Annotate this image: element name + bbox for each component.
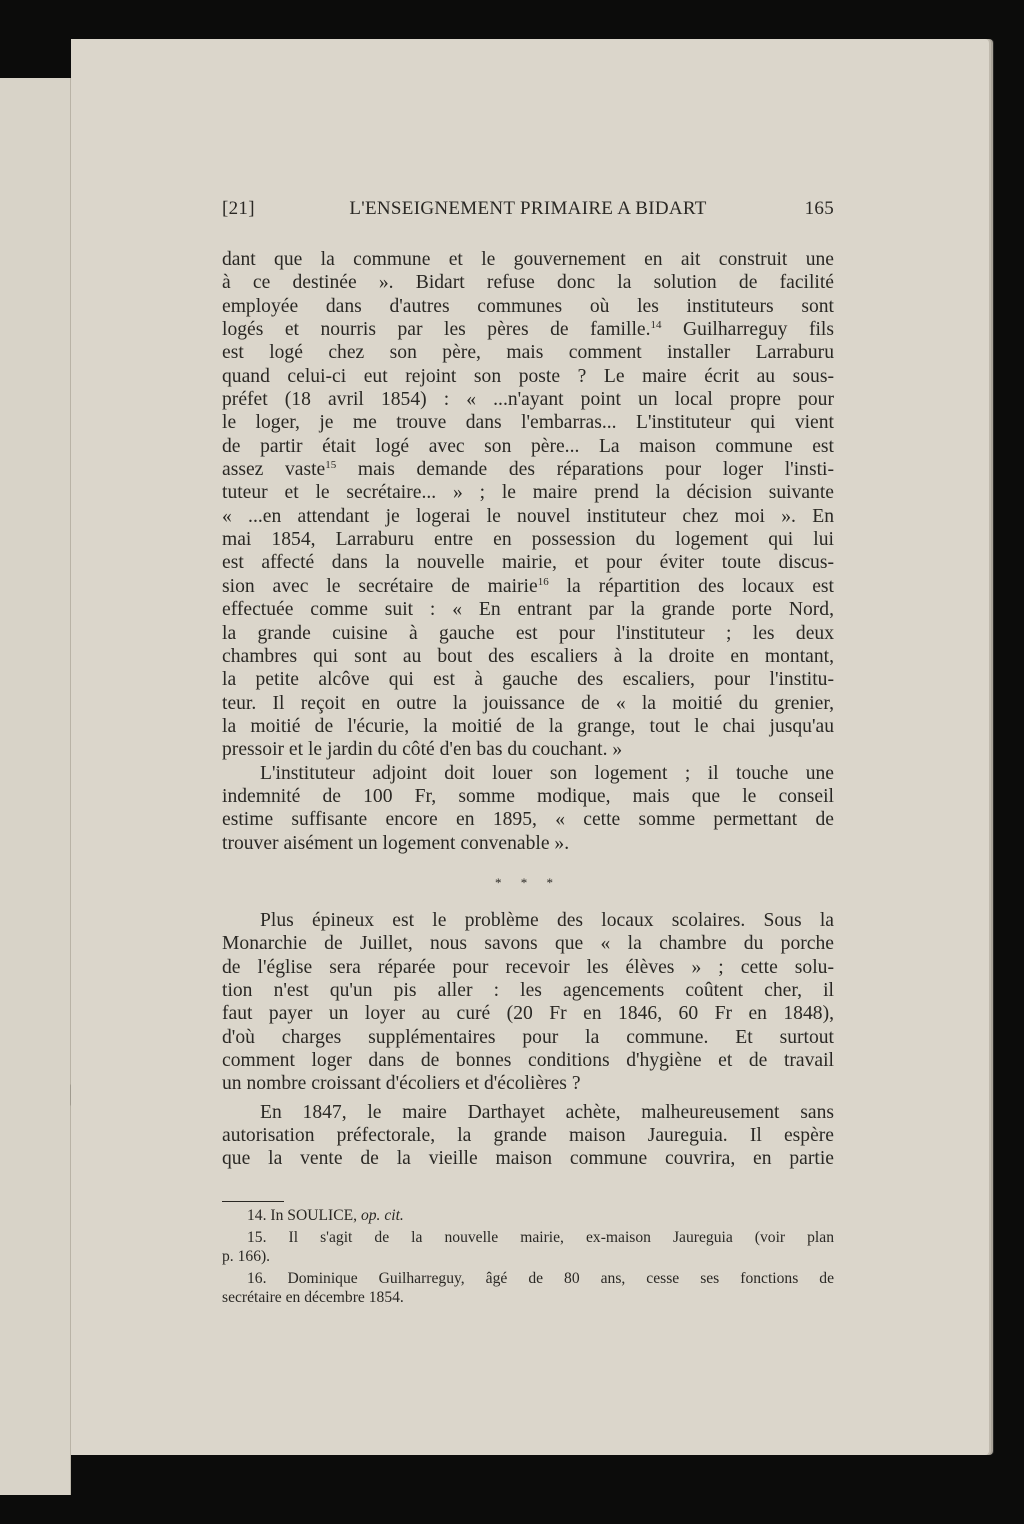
text-line: pressoir et le jardin du côté d'en bas du couchant. » <box>222 739 623 761</box>
text-segment: la répartition des locaux est <box>566 575 834 597</box>
paragraph-2 <box>222 762 834 855</box>
footnotes <box>222 1206 834 1307</box>
text-line: autorisation préfectorale, la grande maison Jaureguia. Il espère <box>222 1125 834 1147</box>
chapter-number: [21] <box>222 198 255 219</box>
text-segment: logés et nourris par les pères de famille. <box>222 319 651 341</box>
footnote-number: 15. <box>247 1229 267 1247</box>
text-segment: sion avec le secrétaire de mairie <box>222 575 538 597</box>
footnote-text: In SOULICE, <box>270 1207 358 1225</box>
footnote-ref-16[interactable]: 16 <box>537 575 549 588</box>
text-segment: Guilharreguy fils <box>683 319 834 341</box>
paragraph-1 <box>222 248 834 762</box>
footnote-15 <box>222 1228 834 1266</box>
paragraph-4 <box>222 1101 834 1171</box>
text-line: de l'église sera réparée pour recevoir les élèves » ; cette solu- <box>222 956 834 978</box>
text-line: indemnité de 100 Fr, somme modique, mais que le conseil <box>222 785 834 807</box>
text-line: En 1847, le maire Darthayet achète, malheureusement sans <box>260 1101 834 1123</box>
text-line <box>222 575 834 598</box>
footnote-ref-14[interactable]: 14 <box>650 319 662 332</box>
text-line: teur. Il reçoit en outre la jouissance de « la moitié du grenier, <box>222 692 834 714</box>
text-line: tion n'est qu'un pis aller : les agencements coûtent cher, il <box>222 979 834 1001</box>
paragraph-3 <box>222 909 834 1096</box>
footnote-16 <box>222 1269 834 1307</box>
text-line <box>222 318 834 341</box>
footnote-italic: op. cit. <box>360 1207 404 1225</box>
page-number: 165 <box>804 198 834 219</box>
text-line <box>222 1228 834 1247</box>
text-line: employée dans d'autres communes où les instituteurs sont <box>222 295 834 317</box>
text-line: un nombre croissant d'écoliers et d'écolières ? <box>222 1073 581 1095</box>
text-line: Monarchie de Juillet, nous savons que « la chambre du porche <box>222 933 834 955</box>
text-line: chambres qui sont au bout des escaliers à la droite en montant, <box>222 645 834 667</box>
text-line: faut payer un loyer au curé (20 Fr en 1846, 60 Fr en 1848), <box>222 1003 834 1025</box>
running-head <box>222 198 834 224</box>
text-line: la moitié de l'écurie, la moitié de la grange, tout le chai jusqu'au <box>222 715 834 737</box>
text-line: est logé chez son père, mais comment installer Larraburu <box>222 342 834 364</box>
footnote-rule <box>222 1201 284 1203</box>
text-line <box>222 1269 834 1288</box>
text-line: la petite alcôve qui est à gauche des escaliers, pour l'institu- <box>222 669 834 691</box>
text-line: à ce destinée ». Bidart refuse donc la solution de facilité <box>222 272 834 294</box>
text-line: effectuée comme suit : « En entrant par la grande porte Nord, <box>222 599 834 621</box>
text-line <box>222 1206 834 1225</box>
text-line: mai 1854, Larraburu entre en possession du logement qui lui <box>222 529 834 551</box>
text-line: le loger, je me trouve dans l'embarras... L'instituteur qui vient <box>222 412 834 434</box>
footnote-number: 16. <box>247 1270 267 1288</box>
running-title: L'ENSEIGNEMENT PRIMAIRE A BIDART <box>349 198 707 219</box>
text-line: est affecté dans la nouvelle mairie, et pour éviter toute discus- <box>222 552 834 574</box>
text-line: trouver aisément un logement convenable ». <box>222 832 570 854</box>
text-segment: assez vaste <box>222 459 326 481</box>
text-line <box>222 458 834 481</box>
text-line: que la vente de la vieille maison commune couvrira, en partie <box>222 1148 834 1170</box>
text-line: comment loger dans de bonnes conditions d'hygiène et de travail <box>222 1050 834 1071</box>
text-line: la grande cuisine à gauche est pour l'instituteur ; les deux <box>222 622 834 644</box>
text-line: d'où charges supplémentaires pour la commune. Et surtout <box>222 1026 834 1048</box>
text-line: p. 166). <box>222 1248 271 1266</box>
footnote-text: Dominique Guilharreguy, âgé de 80 ans, cesse ses fonctions de <box>287 1270 834 1288</box>
text-line: de partir était logé avec son père... La maison commune est <box>222 435 834 457</box>
body-text <box>222 248 834 855</box>
text-line: quand celui-ci eut rejoint son poste ? Le maire écrit au sous- <box>222 365 834 387</box>
body-text-continued <box>222 909 834 1171</box>
text-line: préfet (18 avril 1854) : « ...n'ayant point un local propre pour <box>222 389 834 411</box>
text-line: dant que la commune et le gouvernement en ait construit une <box>222 249 834 270</box>
text-line: Plus épineux est le problème des locaux scolaires. Sous la <box>260 909 834 931</box>
footnote-number: 14. <box>247 1207 267 1225</box>
footnote-14 <box>222 1206 834 1225</box>
text-column <box>222 198 834 1307</box>
text-line: tuteur et le secrétaire... » ; le maire prend la décision suivante <box>222 482 834 504</box>
footnote-text: Il s'agit de la nouvelle mairie, ex-maison Jaureguia (voir plan <box>288 1229 834 1247</box>
section-break: * * * <box>495 874 561 890</box>
text-line: estime suffisante encore en 1895, « cette somme permettant de <box>222 809 834 831</box>
book-page <box>71 39 989 1455</box>
text-segment: mais demande des réparations pour loger l'insti- <box>357 459 834 481</box>
text-line: secrétaire en décembre 1854. <box>222 1289 404 1307</box>
text-line: L'instituteur adjoint doit louer son logement ; il touche une <box>260 762 834 784</box>
left-page-margin <box>0 78 71 1495</box>
text-line: « ...en attendant je logerai le nouvel instituteur chez moi ». En <box>222 505 834 527</box>
footnote-ref-15[interactable]: 15 <box>325 459 337 472</box>
